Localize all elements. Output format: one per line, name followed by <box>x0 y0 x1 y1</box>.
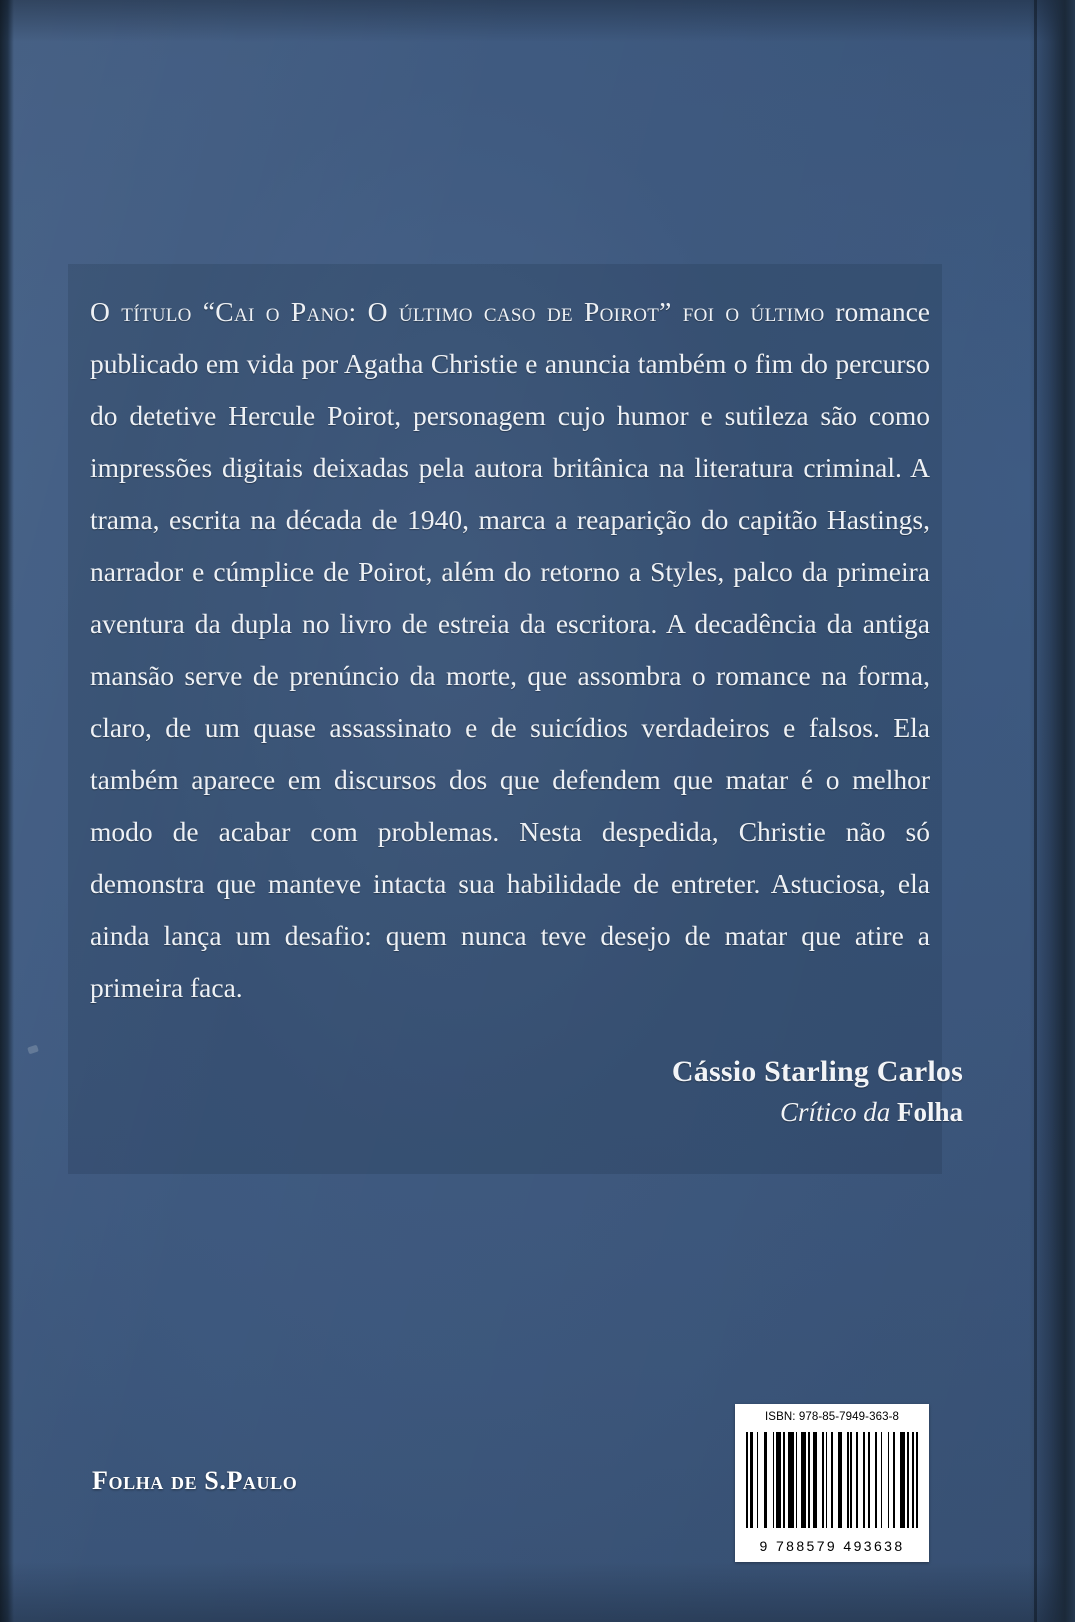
credit-block <box>323 1052 963 1132</box>
blurb-body: romance publicado em vida por Agatha Christie e anuncia também o fim do percurso do detetive Hercule Poirot, personagem cujo humor e sutileza são como impressões digitais deixadas pela autora britânica na literatura criminal. A trama, escrita na década de 1940, marca a reaparição do capitão Hastings, narrador e cúmplice de Poirot, além do retorno a Styles, palco da primeira aventura da dupla no livro de estreia da escritora. A decadência da antiga mansão serve de prenúncio da morte, que assombra o romance na forma, claro, de um quase assassinato e de suicídios verdadeiros e falsos. Ela também aparece em discursos dos que defendem que matar é o melhor modo de acabar com problemas. Nesta despedida, Christie não só demonstra que manteve intacta sua habilidade de entreter. Astuciosa, ela ainda lança um desafio: quem nunca teve desejo de matar que atire a primeira faca. <box>90 296 930 1003</box>
paper-speck <box>27 1045 39 1055</box>
critic-role-prefix: Crítico da <box>779 1097 897 1127</box>
barcode-bars <box>746 1432 918 1528</box>
barcode-block <box>735 1404 929 1562</box>
barcode-bar <box>916 1432 918 1528</box>
critic-role-outlet: Folha <box>896 1097 963 1127</box>
publisher-logo: Folha de S.Paulo <box>92 1466 298 1495</box>
bottom-shadow <box>0 1562 1075 1622</box>
barcode-digits: 9 788579 493638 <box>759 1538 905 1554</box>
blurb-lead-sentence: O título “Cai o Pano: O último caso de Poirot” foi o último <box>90 296 825 327</box>
top-shadow <box>0 0 1075 42</box>
critic-role <box>323 1092 963 1132</box>
blurb-paragraph <box>90 286 930 1014</box>
page-edge-line <box>1034 0 1037 1622</box>
spine-edge <box>0 0 14 1622</box>
critic-name: Cássio Starling Carlos <box>671 1055 963 1088</box>
isbn-label: ISBN: 978-85-7949-363-8 <box>765 1411 899 1423</box>
